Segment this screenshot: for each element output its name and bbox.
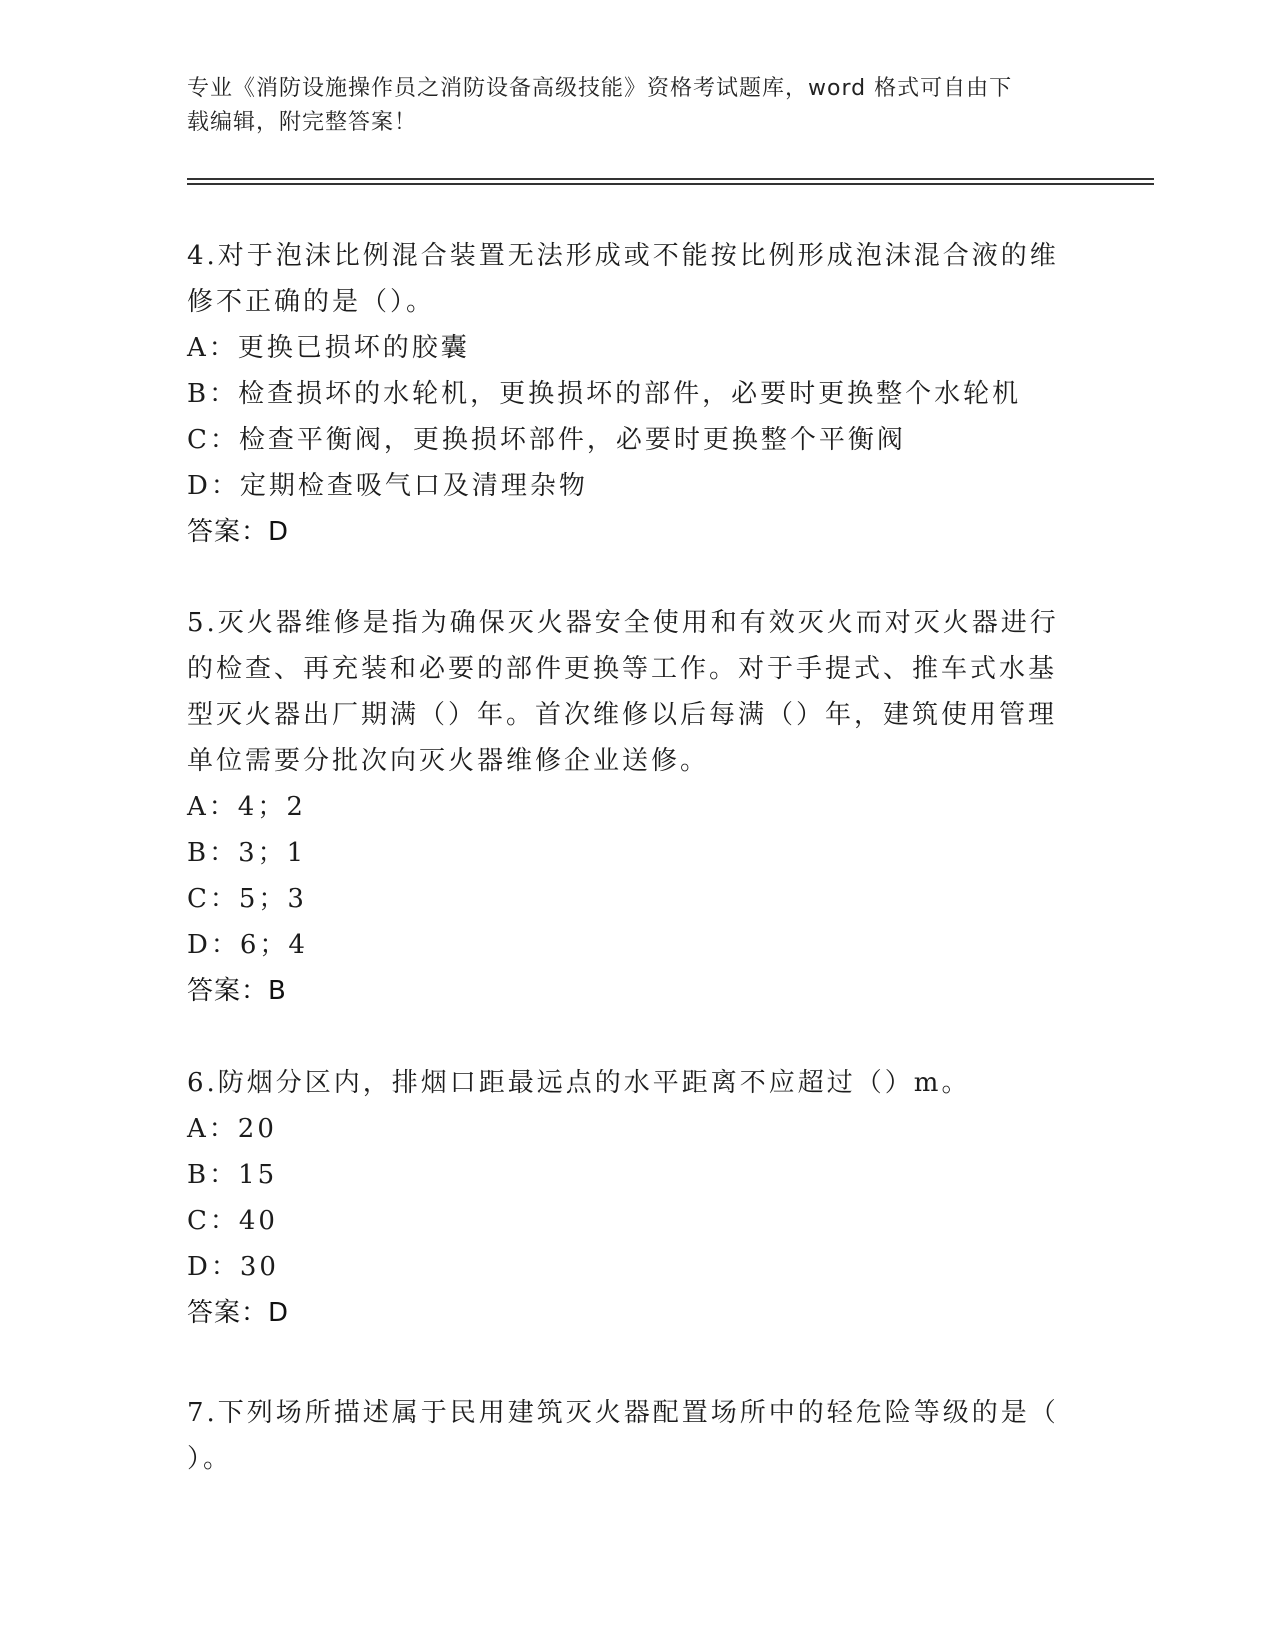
header-rule [187, 178, 1154, 180]
header-line: 载编辑，附完整答案！ [187, 110, 418, 135]
option-a: A：20 [187, 1114, 277, 1144]
option-c: C：5；3 [187, 884, 307, 914]
question-7 [187, 1390, 1067, 1482]
answer-label: 答案：D [187, 517, 290, 547]
answer-label: 答案：B [187, 976, 287, 1006]
option-b: B：检查损坏的水轮机，更换损坏的部件，必要时更换整个水轮机 [187, 379, 1022, 409]
question-stem: 单位需要分批次向灭火器维修企业送修。 [187, 746, 710, 776]
answer-label: 答案：D [187, 1298, 290, 1328]
question-stem: 5.灭火器维修是指为确保灭火器安全使用和有效灭火而对灭火器进行 [187, 608, 1059, 638]
option-a: A：更换已损坏的胶囊 [187, 333, 470, 363]
question-4 [187, 233, 1067, 555]
document-header [187, 72, 1067, 140]
question-stem: ）。 [187, 1444, 233, 1474]
question-stem: 型灭火器出厂期满（）年。首次维修以后每满（）年，建筑使用管理 [187, 700, 1058, 730]
question-stem: 4.对于泡沫比例混合装置无法形成或不能按比例形成泡沫混合液的维 [187, 241, 1059, 271]
option-d: D：6；4 [187, 930, 308, 960]
option-b: B：3；1 [187, 838, 307, 868]
option-c: C：40 [187, 1206, 278, 1236]
question-5 [187, 600, 1067, 1014]
question-stem: 修不正确的是（）。 [187, 287, 436, 317]
option-d: D：定期检查吸气口及清理杂物 [187, 471, 588, 501]
question-6 [187, 1060, 1067, 1336]
question-stem: 6.防烟分区内，排烟口距最远点的水平距离不应超过（）m。 [187, 1068, 971, 1098]
option-a: A：4；2 [187, 792, 306, 822]
header-line: 专业《消防设施操作员之消防设备高级技能》资格考试题库，word 格式可自由下 [187, 76, 1013, 101]
question-stem: 的检查、再充装和必要的部件更换等工作。对于手提式、推车式水基 [187, 654, 1058, 684]
option-b: B：15 [187, 1160, 278, 1190]
question-stem: 7.下列场所描述属于民用建筑灭火器配置场所中的轻危险等级的是（ [187, 1398, 1059, 1428]
option-c: C：检查平衡阀，更换损坏部件，必要时更换整个平衡阀 [187, 425, 906, 455]
header-rule [187, 183, 1154, 185]
option-d: D：30 [187, 1252, 279, 1282]
